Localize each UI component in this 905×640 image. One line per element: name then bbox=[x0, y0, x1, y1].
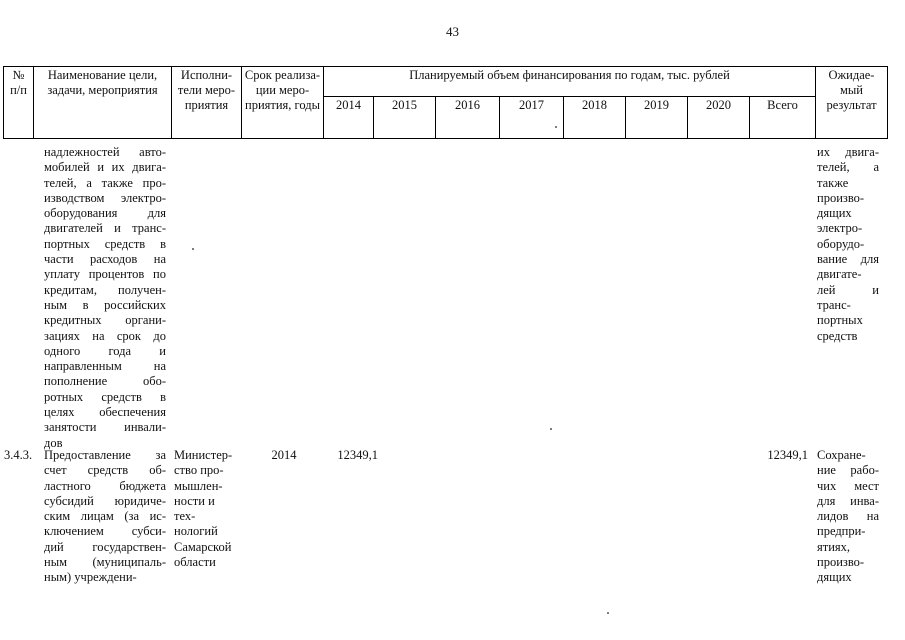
text-line: Самарской bbox=[174, 539, 232, 554]
text-line: вание для bbox=[817, 252, 879, 267]
row-executor bbox=[174, 448, 240, 570]
text-line: для инва- bbox=[817, 493, 879, 508]
text-line: Министер- bbox=[174, 448, 233, 462]
text-line: тех- bbox=[174, 509, 196, 524]
page-number: 43 bbox=[446, 24, 459, 39]
text-line: телей, а bbox=[817, 160, 879, 175]
header-year: 2020 bbox=[688, 97, 750, 139]
text-line: ротных средств в bbox=[44, 389, 166, 404]
text-line: зациях на срок до bbox=[44, 328, 166, 343]
text-line: транс- bbox=[817, 297, 851, 312]
text-line: ным) учреждени- bbox=[44, 570, 137, 585]
text-line: ности и bbox=[174, 493, 215, 508]
text-line: лидов на bbox=[817, 509, 879, 524]
scan-speck bbox=[607, 612, 609, 614]
text-line: ским лицам (за ис- bbox=[44, 509, 166, 524]
header-year: 2017 bbox=[500, 97, 564, 139]
text-line: занятости инвали- bbox=[44, 420, 166, 435]
text-line: чих мест bbox=[817, 478, 879, 493]
table-header bbox=[3, 66, 888, 139]
text-line: уплату процентов по bbox=[44, 267, 166, 282]
text-line: изводством электро- bbox=[44, 190, 166, 205]
row-total: 12349,1 bbox=[767, 448, 808, 462]
text-line: оборудо- bbox=[817, 236, 865, 251]
row-value-2014: 12349,1 bbox=[337, 448, 378, 462]
text-line: электро- bbox=[817, 221, 863, 236]
text-line: части расходов на bbox=[44, 252, 166, 267]
text-line: ключением субси- bbox=[44, 524, 166, 539]
text-line: предпри- bbox=[817, 524, 866, 539]
row-name bbox=[44, 448, 166, 586]
text-line: пополнение обо- bbox=[44, 374, 166, 389]
header-executors: Исполни-тели меро-приятия bbox=[172, 67, 242, 139]
continuation-result bbox=[817, 145, 879, 344]
text-line: произво- bbox=[817, 190, 865, 205]
text-line: дящих bbox=[817, 570, 852, 585]
header-year: 2019 bbox=[626, 97, 688, 139]
text-line: дий государствен- bbox=[44, 539, 166, 554]
text-line: дящих bbox=[817, 206, 852, 221]
text-line: субсидий юридиче- bbox=[44, 493, 166, 508]
text-line: мышлен- bbox=[174, 478, 223, 493]
text-line: произво- bbox=[817, 555, 865, 570]
header-financing: Планируемый объем финансирования по годам, тыс. рублей bbox=[324, 67, 816, 97]
text-line: нологий bbox=[174, 524, 218, 539]
continuation-name bbox=[44, 145, 166, 451]
row-term: 2014 bbox=[271, 448, 297, 462]
text-line: ние рабо- bbox=[817, 463, 879, 478]
scan-speck bbox=[555, 126, 557, 128]
header-year: 2015 bbox=[374, 97, 436, 139]
header-num: № п/п bbox=[4, 67, 34, 139]
text-line: их двига- bbox=[817, 145, 879, 159]
text-line: кредитам, получен- bbox=[44, 282, 166, 297]
header-term: Срок реализа-ции меро-приятия, годы bbox=[242, 67, 324, 139]
text-line: средств bbox=[817, 328, 858, 343]
text-line: счет средств об- bbox=[44, 463, 166, 478]
header-year: 2016 bbox=[436, 97, 500, 139]
row-number: 3.4.3. bbox=[4, 448, 33, 462]
scan-speck bbox=[550, 428, 552, 430]
row-result bbox=[817, 448, 879, 586]
text-line: ным в российских bbox=[44, 297, 166, 312]
text-line: области bbox=[174, 555, 216, 570]
header-result: Ожидае-мый результат bbox=[816, 67, 888, 139]
text-line: ство про- bbox=[174, 463, 224, 478]
header-total: Всего bbox=[750, 97, 816, 139]
text-line: портных bbox=[817, 313, 863, 328]
text-line: мобилей и их двига- bbox=[44, 160, 166, 175]
text-line: двигателей и транс- bbox=[44, 221, 166, 236]
text-line: оборудования для bbox=[44, 206, 166, 221]
text-line: кредитных органи- bbox=[44, 313, 166, 328]
text-line: портных средств в bbox=[44, 236, 166, 251]
text-line: телей, а также про- bbox=[44, 175, 166, 190]
text-line: ятиях, bbox=[817, 539, 851, 554]
text-line: ным (муниципаль- bbox=[44, 555, 166, 570]
text-line: дов bbox=[44, 435, 63, 450]
text-line: лей и bbox=[817, 282, 879, 297]
text-line: Сохране- bbox=[817, 448, 866, 462]
text-line: целях обеспечения bbox=[44, 405, 166, 420]
header-name: Наименование цели, задачи, мероприятия bbox=[34, 67, 172, 139]
scan-speck bbox=[192, 248, 194, 250]
text-line: одного года и bbox=[44, 343, 166, 358]
header-year: 2014 bbox=[324, 97, 374, 139]
text-line: также bbox=[817, 175, 849, 190]
text-line: ластного бюджета bbox=[44, 478, 166, 493]
header-year: 2018 bbox=[564, 97, 626, 139]
text-line: направленным на bbox=[44, 359, 166, 374]
text-line: Предоставление за bbox=[44, 448, 166, 462]
text-line: надлежностей авто- bbox=[44, 145, 166, 159]
text-line: двигате- bbox=[817, 267, 862, 282]
